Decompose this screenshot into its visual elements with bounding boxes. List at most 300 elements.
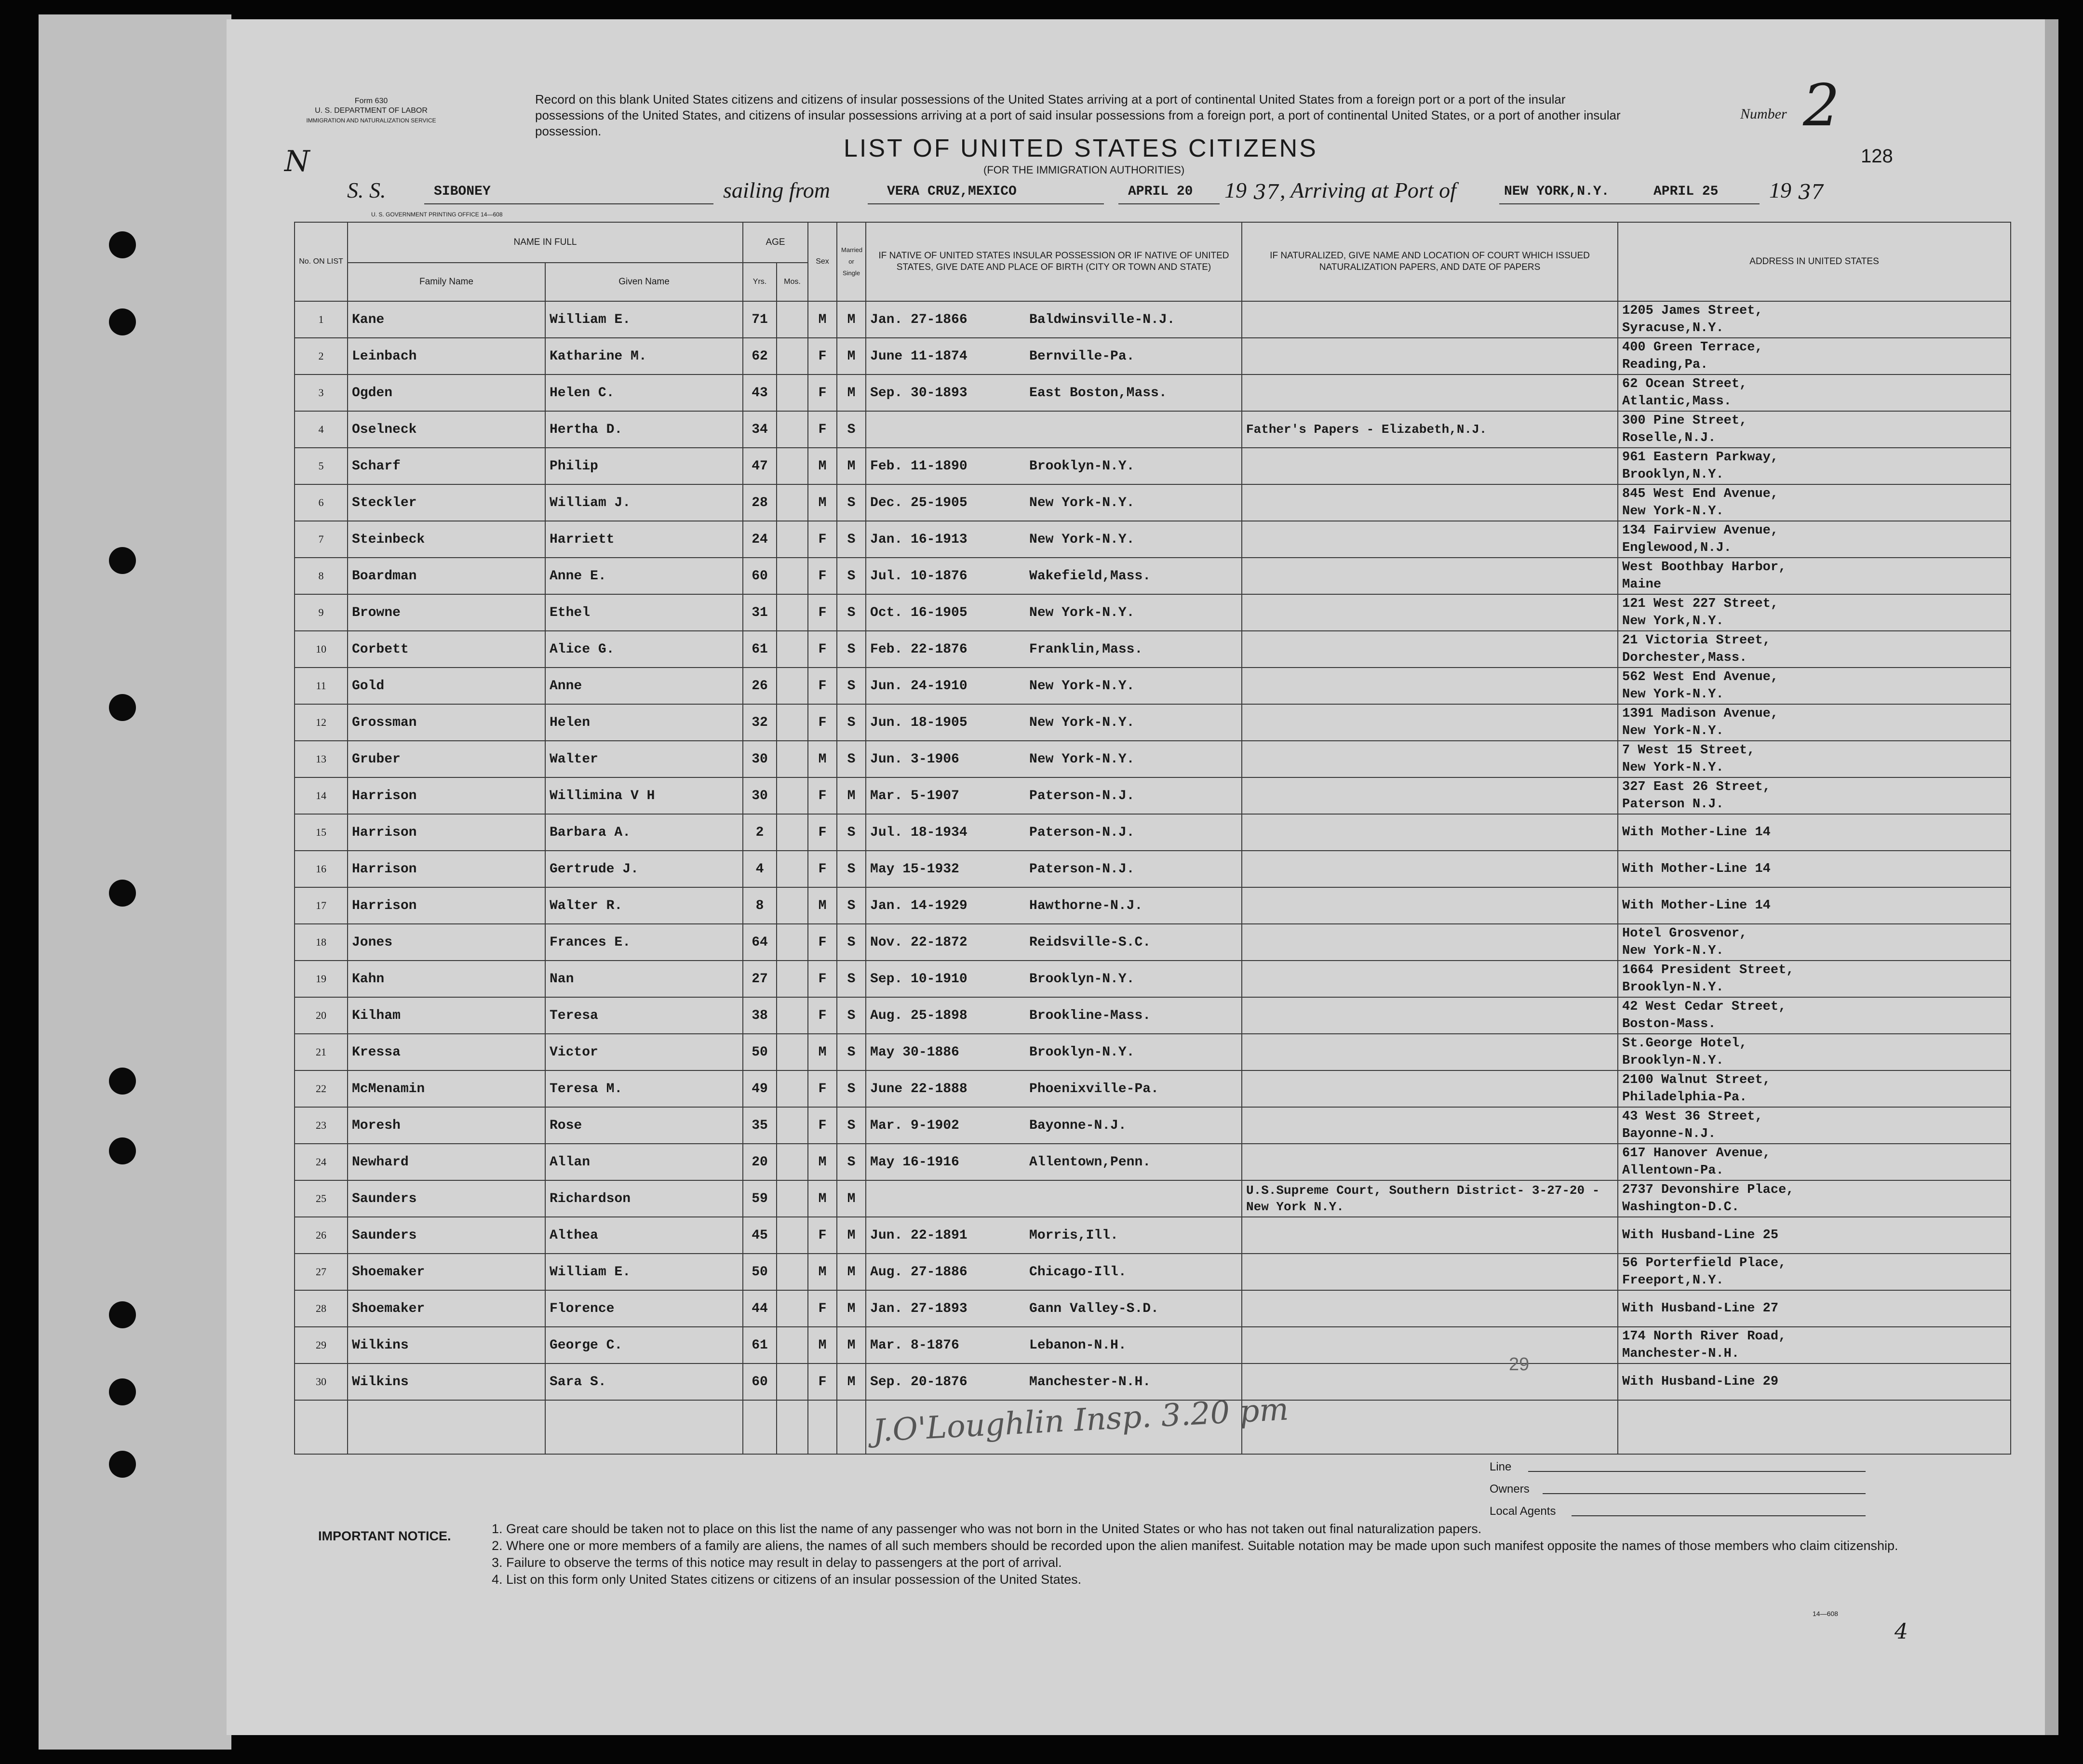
given-name: Sara S. xyxy=(545,1363,743,1400)
birth-info xyxy=(866,1070,1242,1107)
age-months xyxy=(777,1070,808,1107)
birth-date: Oct. 16-1905 xyxy=(870,605,968,620)
address-line-1: 174 North River Road, xyxy=(1622,1329,1787,1344)
age-years: 2 xyxy=(743,814,777,851)
address xyxy=(1618,668,2011,704)
table-row xyxy=(295,1290,2011,1327)
punch-hole xyxy=(109,1378,136,1405)
table-row xyxy=(295,1070,2011,1107)
birth-info xyxy=(866,631,1242,668)
table-row xyxy=(295,631,2011,668)
address xyxy=(1618,558,2011,594)
address xyxy=(1618,741,2011,777)
given-name: Ethel xyxy=(545,594,743,631)
ship-underline xyxy=(424,202,713,204)
age-months xyxy=(777,961,808,997)
row-number: 2 xyxy=(295,338,348,374)
ship-name: SIBONEY xyxy=(434,184,491,199)
marital-status: M xyxy=(837,1180,866,1217)
ss-label: S. S. xyxy=(347,178,386,202)
address-line-1: 1664 President Street, xyxy=(1622,963,1794,977)
row-number: 27 xyxy=(295,1254,348,1290)
sex: F xyxy=(808,777,837,814)
naturalization-info xyxy=(1242,338,1618,374)
corner-mark: 4 xyxy=(1895,1619,1908,1644)
birth-info xyxy=(866,924,1242,961)
sex: M xyxy=(808,1327,837,1363)
given-name: Nan xyxy=(545,961,743,997)
page-title: LIST OF UNITED STATES CITIZENS xyxy=(844,134,1318,162)
address xyxy=(1618,851,2011,887)
address-line-1: St.George Hotel, xyxy=(1622,1036,1747,1051)
family-name: Gruber xyxy=(348,741,545,777)
given-name: Willimina V H xyxy=(545,777,743,814)
address xyxy=(1618,411,2011,448)
marital-status: S xyxy=(837,741,866,777)
year-prefix: 19 xyxy=(1224,178,1247,202)
family-name: Leinbach xyxy=(348,338,545,374)
birth-info xyxy=(866,741,1242,777)
birth-info xyxy=(866,814,1242,851)
address-line-1: With Husband-Line 29 xyxy=(1622,1375,1779,1389)
birth-date: May 30-1886 xyxy=(870,1044,959,1060)
marital-status: S xyxy=(837,594,866,631)
punch-hole xyxy=(109,231,136,258)
birth-date: Jan. 16-1913 xyxy=(870,532,968,547)
address xyxy=(1618,1070,2011,1107)
table-row xyxy=(295,851,2011,887)
address-line-1: 2100 Walnut Street, xyxy=(1622,1073,1771,1087)
family-name: Scharf xyxy=(348,448,545,484)
birth-place: Reidsville-S.C. xyxy=(1029,935,1151,950)
given-name: Helen C. xyxy=(545,374,743,411)
birth-place: Chicago-Ill. xyxy=(1029,1264,1127,1280)
birth-date: Aug. 27-1886 xyxy=(870,1264,968,1280)
naturalization-info xyxy=(1242,1254,1618,1290)
sex: M xyxy=(808,448,837,484)
sex: F xyxy=(808,668,837,704)
blank-cell xyxy=(777,1400,808,1454)
birth-date: Mar. 9-1902 xyxy=(870,1118,959,1133)
given-name: Richardson xyxy=(545,1180,743,1217)
marital-status: S xyxy=(837,1070,866,1107)
table-row xyxy=(295,1327,2011,1363)
birth-place: Paterson-N.J. xyxy=(1029,825,1135,840)
birth-place: Brookline-Mass. xyxy=(1029,1008,1151,1023)
marital-status: M xyxy=(837,338,866,374)
birth-date: May 16-1916 xyxy=(870,1154,959,1170)
age-years: 30 xyxy=(743,741,777,777)
agents-underline xyxy=(1572,1514,1866,1516)
address-line-2: Maine xyxy=(1622,577,1662,592)
address-line-2: Boston-Mass. xyxy=(1622,1017,1716,1031)
address xyxy=(1618,924,2011,961)
birth-place: Allentown,Penn. xyxy=(1029,1154,1151,1170)
marital-status: M xyxy=(837,301,866,338)
table-row xyxy=(295,1034,2011,1070)
given-name: Hertha D. xyxy=(545,411,743,448)
age-years: 60 xyxy=(743,1363,777,1400)
header-birth: IF NATIVE OF UNITED STATES INSULAR POSSESSION OR IF NATIVE OF UNITED STATES, GIVE DATE AND PLACE OF BIRTH (CITY OR TOWN AND STATE) xyxy=(866,222,1242,301)
manifest-sheet xyxy=(227,19,2058,1735)
marital-status: M xyxy=(837,1217,866,1254)
birth-date: Nov. 22-1872 xyxy=(870,935,968,950)
birth-place: Phoenixville-Pa. xyxy=(1029,1081,1159,1096)
age-years: 28 xyxy=(743,484,777,521)
address-line-2: Manchester-N.H. xyxy=(1622,1347,1740,1361)
address-line-2: Englewood,N.J. xyxy=(1622,541,1732,555)
age-months xyxy=(777,887,808,924)
line-label: Line xyxy=(1490,1460,1512,1473)
age-years: 44 xyxy=(743,1290,777,1327)
birth-info xyxy=(866,1327,1242,1363)
family-name: Corbett xyxy=(348,631,545,668)
header-married-single: Married or Single xyxy=(837,222,866,301)
form-number: Form 630 xyxy=(354,97,388,105)
table-row xyxy=(295,1254,2011,1290)
address-line-1: 300 Pine Street, xyxy=(1622,414,1747,428)
naturalization-info xyxy=(1242,1107,1618,1144)
family-name: Jones xyxy=(348,924,545,961)
address-line-1: With Mother-Line 14 xyxy=(1622,898,1771,913)
age-years: 50 xyxy=(743,1034,777,1070)
row-number: 5 xyxy=(295,448,348,484)
address-line-2: New York-N.Y. xyxy=(1622,724,1724,738)
naturalization-info xyxy=(1242,1363,1618,1400)
sex: F xyxy=(808,411,837,448)
row-number: 23 xyxy=(295,1107,348,1144)
given-name: Helen xyxy=(545,704,743,741)
family-name: Harrison xyxy=(348,777,545,814)
age-months xyxy=(777,558,808,594)
given-name: Frances E. xyxy=(545,924,743,961)
marital-status: M xyxy=(837,448,866,484)
table-row xyxy=(295,301,2011,338)
birth-place: East Boston,Mass. xyxy=(1029,385,1167,401)
age-years: 38 xyxy=(743,997,777,1034)
birth-info xyxy=(866,521,1242,558)
age-months xyxy=(777,631,808,668)
address-line-1: 56 Porterfield Place, xyxy=(1622,1256,1787,1270)
family-name: Harrison xyxy=(348,814,545,851)
sailing-label: sailing from xyxy=(723,178,830,202)
address-line-2: Allentown-Pa. xyxy=(1622,1163,1724,1178)
naturalization-info xyxy=(1242,924,1618,961)
birth-place: Manchester-N.H. xyxy=(1029,1374,1151,1390)
row-number: 16 xyxy=(295,851,348,887)
row-number: 17 xyxy=(295,887,348,924)
birth-info xyxy=(866,887,1242,924)
marital-status: S xyxy=(837,411,866,448)
birth-info xyxy=(866,704,1242,741)
header-family-name: Family Name xyxy=(348,263,545,301)
blank-cell xyxy=(545,1400,743,1454)
address-line-1: 1205 James Street, xyxy=(1622,304,1763,318)
birth-info xyxy=(866,1144,1242,1180)
marital-status: S xyxy=(837,484,866,521)
page-number: 128 xyxy=(1861,146,1893,167)
marital-status: S xyxy=(837,1034,866,1070)
given-name: Alice G. xyxy=(545,631,743,668)
table-row xyxy=(295,997,2011,1034)
address-line-2: New York-N.Y. xyxy=(1622,687,1724,702)
notice-item-2: 2. Where one or more members of a family are aliens, the names of all such members should be recorded upon the alien manifest. Suitable notation may be made upon such manifest opposite the names of those members who claim citizenship. xyxy=(492,1538,1898,1553)
family-name: Kahn xyxy=(348,961,545,997)
sex: F xyxy=(808,631,837,668)
given-name: Victor xyxy=(545,1034,743,1070)
naturalization-info xyxy=(1242,1034,1618,1070)
birth-info xyxy=(866,1290,1242,1327)
table-row xyxy=(295,338,2011,374)
age-months xyxy=(777,1327,808,1363)
sailing-date: APRIL 20 xyxy=(1128,184,1193,199)
marital-status: M xyxy=(837,777,866,814)
sex: F xyxy=(808,924,837,961)
birth-date: Jan. 14-1929 xyxy=(870,898,968,913)
age-years: 31 xyxy=(743,594,777,631)
given-name: Harriett xyxy=(545,521,743,558)
address xyxy=(1618,1107,2011,1144)
row-number: 11 xyxy=(295,668,348,704)
birth-info xyxy=(866,338,1242,374)
row-number: 29 xyxy=(295,1327,348,1363)
birth-date: June 22-1888 xyxy=(870,1081,968,1096)
punch-hole xyxy=(109,547,136,574)
address xyxy=(1618,1363,2011,1400)
binder-strip xyxy=(39,14,231,1750)
family-name: Wilkins xyxy=(348,1363,545,1400)
header-age: AGE xyxy=(743,222,808,263)
header-yrs: Yrs. xyxy=(743,263,777,301)
table-row xyxy=(295,961,2011,997)
age-years: 30 xyxy=(743,777,777,814)
birth-date: Feb. 22-1876 xyxy=(870,641,968,657)
family-name: Kilham xyxy=(348,997,545,1034)
row-number: 30 xyxy=(295,1363,348,1400)
address-line-2: New York-N.Y. xyxy=(1622,944,1724,958)
birth-info xyxy=(866,411,1242,448)
row-number: 20 xyxy=(295,997,348,1034)
sex: F xyxy=(808,961,837,997)
table-row xyxy=(295,448,2011,484)
address-line-2: Brooklyn-N.Y. xyxy=(1622,1054,1724,1068)
form-department: U. S. DEPARTMENT OF LABOR xyxy=(315,107,428,115)
age-years: 43 xyxy=(743,374,777,411)
birth-date: Jun. 24-1910 xyxy=(870,678,968,694)
agents-label: Local Agents xyxy=(1490,1505,1556,1518)
row-number: 15 xyxy=(295,814,348,851)
address xyxy=(1618,1034,2011,1070)
punch-hole xyxy=(109,880,136,907)
address xyxy=(1618,1180,2011,1217)
age-months xyxy=(777,924,808,961)
age-months xyxy=(777,1144,808,1180)
table-row xyxy=(295,668,2011,704)
birth-info xyxy=(866,1107,1242,1144)
table-row xyxy=(295,741,2011,777)
family-name: Shoemaker xyxy=(348,1254,545,1290)
row-number: 14 xyxy=(295,777,348,814)
age-months xyxy=(777,668,808,704)
marital-status: S xyxy=(837,997,866,1034)
birth-date: May 15-1932 xyxy=(870,861,959,877)
naturalization-info xyxy=(1242,1327,1618,1363)
row-number: 26 xyxy=(295,1217,348,1254)
address xyxy=(1618,887,2011,924)
page-subtitle: (FOR THE IMMIGRATION AUTHORITIES) xyxy=(983,164,1185,176)
family-name: Shoemaker xyxy=(348,1290,545,1327)
notice-item-3: 3. Failure to observe the terms of this notice may result in delay to passengers at the port of arrival. xyxy=(492,1555,1062,1570)
birth-info xyxy=(866,1180,1242,1217)
table-row xyxy=(295,924,2011,961)
address-line-1: 62 Ocean Street, xyxy=(1622,377,1747,391)
family-name: Oselneck xyxy=(348,411,545,448)
citizens-table xyxy=(294,222,2011,1455)
age-years: 24 xyxy=(743,521,777,558)
address xyxy=(1618,1290,2011,1327)
address xyxy=(1618,631,2011,668)
age-years: 61 xyxy=(743,1327,777,1363)
birth-date: Jun. 22-1891 xyxy=(870,1228,968,1243)
birth-info xyxy=(866,558,1242,594)
age-months xyxy=(777,704,808,741)
naturalization-info xyxy=(1242,887,1618,924)
address-line-2: Paterson N.J. xyxy=(1622,797,1724,812)
age-months xyxy=(777,521,808,558)
row-number: 1 xyxy=(295,301,348,338)
address-line-2: Washington-D.C. xyxy=(1622,1200,1740,1215)
age-years: 62 xyxy=(743,338,777,374)
sex: F xyxy=(808,338,837,374)
age-years: 45 xyxy=(743,1217,777,1254)
naturalization-info xyxy=(1242,448,1618,484)
family-name: Moresh xyxy=(348,1107,545,1144)
address-line-2: Bayonne-N.J. xyxy=(1622,1127,1716,1141)
age-months xyxy=(777,1217,808,1254)
address-line-1: 43 West 36 Street, xyxy=(1622,1109,1763,1124)
age-months xyxy=(777,338,808,374)
naturalization-info xyxy=(1242,704,1618,741)
birth-date: June 11-1874 xyxy=(870,348,968,364)
address xyxy=(1618,1327,2011,1363)
address-line-1: With Mother-Line 14 xyxy=(1622,825,1771,840)
given-name: Florence xyxy=(545,1290,743,1327)
notice-item-1: 1. Great care should be taken not to place on this list the name of any passenger who was not born in the United States or who has not taken out final naturalization papers. xyxy=(492,1522,1482,1536)
birth-place: Bernville-Pa. xyxy=(1029,348,1135,364)
table-row xyxy=(295,777,2011,814)
header-address: ADDRESS IN UNITED STATES xyxy=(1618,222,2011,301)
inspector-signature: J.O'Loughlin Insp. 3.20 pm xyxy=(872,1391,1290,1449)
birth-place: New York-N.Y. xyxy=(1029,678,1135,694)
birth-place: New York-N.Y. xyxy=(1029,605,1135,620)
sex: M xyxy=(808,1034,837,1070)
given-name: George C. xyxy=(545,1327,743,1363)
age-months xyxy=(777,1363,808,1400)
birth-date: Jun. 3-1906 xyxy=(870,751,959,767)
birth-place: Paterson-N.J. xyxy=(1029,861,1135,877)
birth-place: Brooklyn-N.Y. xyxy=(1029,971,1135,987)
family-name: McMenamin xyxy=(348,1070,545,1107)
birth-info xyxy=(866,777,1242,814)
sex: F xyxy=(808,521,837,558)
age-years: 64 xyxy=(743,924,777,961)
address-line-1: 134 Fairview Avenue, xyxy=(1622,523,1779,538)
sex: F xyxy=(808,814,837,851)
blank-cell xyxy=(295,1400,348,1454)
row-number: 3 xyxy=(295,374,348,411)
naturalization-info xyxy=(1242,484,1618,521)
given-name: Teresa M. xyxy=(545,1070,743,1107)
address-line-2: Reading,Pa. xyxy=(1622,358,1708,372)
row-number: 8 xyxy=(295,558,348,594)
birth-place: Brooklyn-N.Y. xyxy=(1029,1044,1135,1060)
row-number: 10 xyxy=(295,631,348,668)
naturalization-info xyxy=(1242,1144,1618,1180)
address-line-1: 121 West 227 Street, xyxy=(1622,597,1779,611)
marital-status: M xyxy=(837,1290,866,1327)
row-number: 19 xyxy=(295,961,348,997)
birth-info xyxy=(866,961,1242,997)
address xyxy=(1618,484,2011,521)
arrival-year-prefix: 19 xyxy=(1769,178,1791,202)
address-line-1: 617 Hanover Avenue, xyxy=(1622,1146,1771,1161)
birth-date: Jan. 27-1866 xyxy=(870,312,968,327)
naturalization-info xyxy=(1242,851,1618,887)
address-line-2: Brooklyn-N.Y. xyxy=(1622,980,1724,995)
age-months xyxy=(777,777,808,814)
address-line-1: 21 Victoria Street, xyxy=(1622,633,1771,648)
blank-cell xyxy=(1242,1400,1618,1454)
birth-info xyxy=(866,668,1242,704)
address xyxy=(1618,814,2011,851)
age-months xyxy=(777,448,808,484)
arrival-date: APRIL 25 xyxy=(1653,184,1719,199)
address-line-2: Philadelphia-Pa. xyxy=(1622,1090,1747,1105)
birth-place: Baldwinsville-N.J. xyxy=(1029,312,1175,327)
age-months xyxy=(777,741,808,777)
naturalization-info xyxy=(1242,777,1618,814)
age-months xyxy=(777,1180,808,1217)
address-line-2: New York,N.Y. xyxy=(1622,614,1724,628)
blank-cell xyxy=(743,1400,777,1454)
family-name: Browne xyxy=(348,594,545,631)
birth-date: Jun. 18-1905 xyxy=(870,715,968,730)
table-row xyxy=(295,521,2011,558)
age-years: 35 xyxy=(743,1107,777,1144)
address xyxy=(1618,301,2011,338)
marital-status: S xyxy=(837,887,866,924)
age-years: 4 xyxy=(743,851,777,887)
table-row xyxy=(295,594,2011,631)
birth-info xyxy=(866,301,1242,338)
row-number: 24 xyxy=(295,1144,348,1180)
birth-date: Mar. 8-1876 xyxy=(870,1337,959,1353)
notice-list xyxy=(492,1521,1938,1588)
marital-status: S xyxy=(837,558,866,594)
header-no: No. ON LIST xyxy=(295,222,348,301)
sex: F xyxy=(808,374,837,411)
family-name: Steckler xyxy=(348,484,545,521)
address-line-2: New York-N.Y. xyxy=(1622,761,1724,775)
given-name: Barbara A. xyxy=(545,814,743,851)
given-name: Philip xyxy=(545,448,743,484)
sex: M xyxy=(808,1254,837,1290)
address xyxy=(1618,704,2011,741)
marital-status: M xyxy=(837,1254,866,1290)
age-years: 47 xyxy=(743,448,777,484)
age-years: 32 xyxy=(743,704,777,741)
age-years: 71 xyxy=(743,301,777,338)
